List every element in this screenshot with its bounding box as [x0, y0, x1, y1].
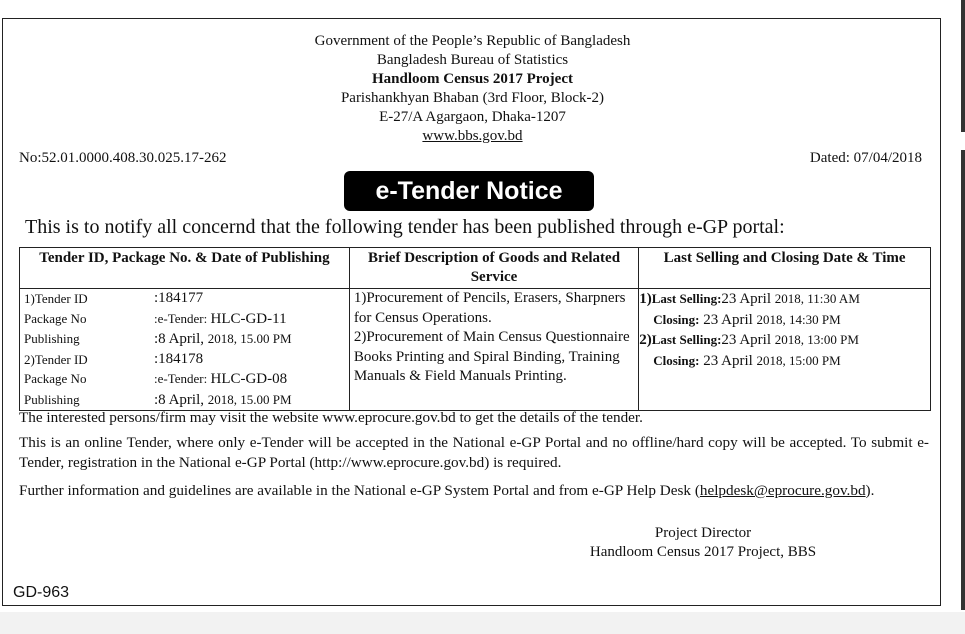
edge-mark [961, 0, 965, 132]
header-bureau: Bangladesh Bureau of Statistics [376, 52, 569, 68]
package-prefix: :e-Tender: [154, 371, 211, 386]
header-website-link[interactable]: www.bbs.gov.bd [422, 128, 523, 144]
last-selling-time: 2018, 11:30 AM [774, 291, 860, 306]
last-selling-date: 23 April [721, 332, 775, 348]
further-info-end: ). [865, 482, 875, 499]
package-prefix: :e-Tender: [154, 310, 211, 326]
dates-cell [639, 289, 931, 411]
header-government: Government of the People’s Republic of Bangladesh [314, 33, 631, 49]
paragraph-online-tender: This is an online Tender, where only e-Tender will be accepted in the National e-GP Portal and no offline/hard copy will be accepted. To submit e-Tender, registration in the National e-GP Portal (http://www.eprocure.gov.bd) is required. [19, 434, 929, 471]
package-label: Package No [24, 310, 87, 326]
paragraph-website-info: The interested persons/firm may visit the website www.eprocure.gov.bd to get the details of the tender. [19, 409, 643, 426]
page-bottom-strip [0, 612, 965, 634]
helpdesk-email-link[interactable]: helpdesk@eprocure.gov.bd [699, 482, 866, 499]
col-header-dates: Last Selling and Closing Date & Time [639, 248, 931, 289]
publishing-time: 2018, 15.00 PM [207, 391, 292, 407]
tender-id-value: :184177 [154, 290, 204, 306]
package-label: Package No [24, 371, 87, 386]
col-header-tender-id: Tender ID, Package No. & Date of Publishing [20, 248, 350, 289]
intro-text: This is to notify all concernd that the following tender has been published through e-GP portal: [25, 216, 785, 238]
description-item: 1)Procurement of Pencils, Erasers, Sharpners for Census Operations. [353, 290, 626, 326]
date-item-number: 1) [639, 291, 652, 307]
closing-time: 2018, 14:30 PM [756, 311, 841, 327]
description-cell [349, 289, 638, 411]
signature-title: Project Director [654, 525, 752, 541]
header-address-2: E-27/A Agargaon, Dhaka-1207 [379, 109, 566, 125]
package-value: HLC-GD-11 [210, 310, 287, 327]
closing-label: Closing: [653, 352, 700, 368]
tender-id-cell [20, 289, 350, 411]
publishing-value: :8 April, [154, 331, 208, 347]
notice-title-banner: e-Tender Notice [344, 171, 594, 211]
last-selling-label: Last Selling: [651, 332, 722, 347]
package-value: HLC-GD-08 [210, 371, 288, 387]
paragraph-further-info [19, 481, 929, 501]
further-info-text: Further information and guidelines are available in the National e-GP System Portal and from e-GP Help Desk ( [19, 482, 700, 499]
closing-time: 2018, 15:00 PM [756, 352, 841, 368]
reference-number: No:52.01.0000.408.30.025.17-262 [19, 150, 227, 166]
ad-code: GD-963 [13, 584, 70, 601]
publishing-label: Publishing [24, 391, 80, 407]
tender-table [19, 247, 931, 411]
table-header-row [20, 248, 931, 289]
last-selling-label: Last Selling: [651, 291, 722, 306]
date-item-number: 2) [639, 332, 652, 348]
closing-label: Closing: [653, 311, 700, 327]
publishing-time: 2018, 15.00 PM [207, 331, 292, 346]
publishing-value: :8 April, [154, 391, 208, 408]
tender-id-label: 1)Tender ID [24, 291, 88, 306]
date-line: Dated: 07/04/2018 [809, 150, 922, 166]
description-item: 2)Procurement of Main Census Questionnaire Books Printing and Spiral Binding, Training Manuals & Field Manuals Printing. [353, 329, 630, 384]
tender-id-label: 2)Tender ID [24, 351, 88, 367]
closing-date: 23 April [699, 311, 757, 328]
publishing-label: Publishing [24, 331, 80, 346]
tender-notice [2, 18, 941, 606]
tender-id-value: :184178 [154, 350, 204, 367]
edge-mark [961, 150, 965, 610]
table-row [20, 289, 931, 411]
closing-date: 23 April [699, 352, 757, 369]
signature-org: Handloom Census 2017 Project, BBS [589, 544, 817, 560]
header-address-1: Parishankhyan Bhaban (3rd Floor, Block-2) [340, 90, 605, 106]
col-header-description: Brief Description of Goods and Related Service [349, 248, 638, 289]
header-project: Handloom Census 2017 Project [372, 71, 573, 87]
last-selling-time: 2018, 13:00 PM [774, 332, 859, 347]
last-selling-date: 23 April [721, 291, 775, 307]
